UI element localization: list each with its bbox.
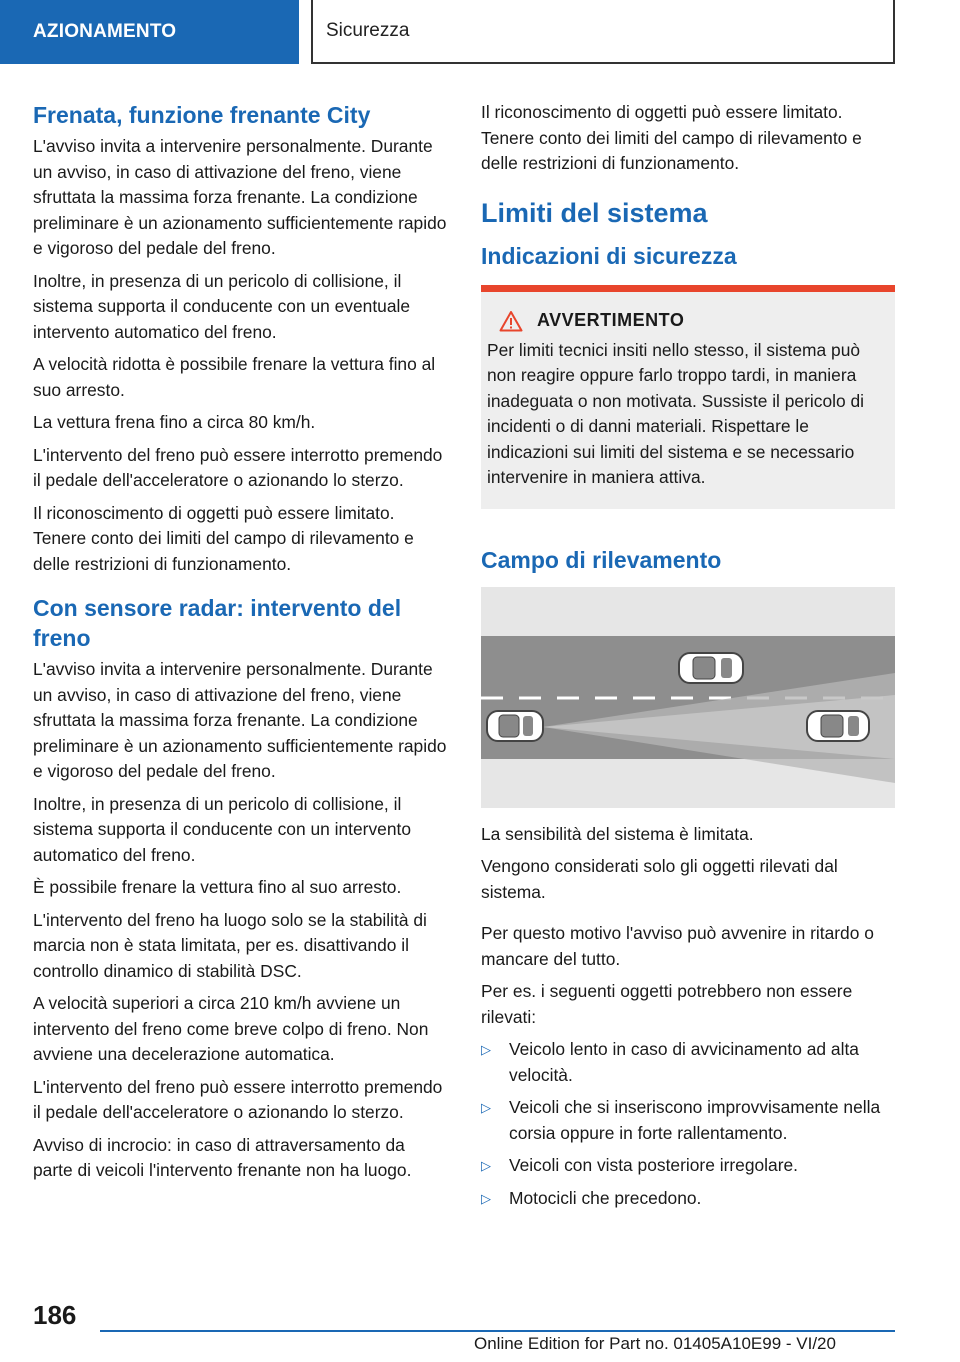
list-item: ▷ Veicoli che si inseriscono improvvisamente nella corsia oppure in forte rallentamento. xyxy=(481,1095,895,1146)
bullet-triangle-icon: ▷ xyxy=(481,1100,491,1115)
list-item: ▷ Veicolo lento in caso di avvicinamento ad alta velocità. xyxy=(481,1037,895,1088)
car-same-lane-icon xyxy=(807,711,869,741)
paragraph: Vengono considerati solo gli oggetti rilevati dal sistema. xyxy=(481,856,838,902)
warning-box xyxy=(481,285,895,509)
paragraph: A velocità ridotta è possibile frenare la vettura fino al suo arresto. xyxy=(33,354,436,400)
paragraph: Inoltre, in presenza di un pericolo di collisione, il sistema supporta il conducente con un eventuale intervento automatico del freno. xyxy=(33,270,411,342)
footer-rule xyxy=(100,1330,895,1332)
heading-city-braking: Frenata, funzione frenante City xyxy=(33,102,371,128)
paragraph: La vettura frena fino a circa 80 km/h. xyxy=(33,412,316,432)
ego-car-icon xyxy=(487,711,543,741)
detection-range-illustration xyxy=(481,587,895,808)
list-item: ▷ Veicoli con vista posteriore irregolare. xyxy=(481,1153,895,1179)
list-item: ▷ Motocicli che precedono. xyxy=(481,1186,895,1212)
bullet-triangle-icon: ▷ xyxy=(481,1042,491,1057)
paragraph: La sensibilità del sistema è limitata. xyxy=(481,823,754,844)
paragraph: Per es. i seguenti oggetti potrebbero non essere rilevati: xyxy=(481,981,853,1027)
paragraph: Per questo motivo l'avviso può avvenire in ritardo o mancare del tutto. xyxy=(481,923,874,969)
heading-system-limits: Limiti del sistema xyxy=(481,197,708,228)
paragraph: L'intervento del freno ha luogo solo se la stabilità di marcia non è stata limitata, per es. disattivando il controllo dinamico di stabilità DSC. xyxy=(33,909,427,981)
bullet-triangle-icon: ▷ xyxy=(481,1158,491,1173)
warning-title: AVVERTIMENTO xyxy=(537,310,685,330)
warning-triangle-icon xyxy=(499,310,523,332)
heading-radar-braking: Con sensore radar: intervento del freno xyxy=(33,595,402,651)
paragraph: È possibile frenare la vettura fino al suo arresto. xyxy=(33,877,402,897)
chapter-title: AZIONAMENTO xyxy=(33,21,177,42)
page-number: 186 xyxy=(33,1300,77,1330)
undetected-objects-list xyxy=(481,1037,895,1211)
paragraph: Inoltre, in presenza di un pericolo di collisione, il sistema supporta il conducente con un intervento automatico del freno. xyxy=(33,793,411,865)
car-ahead-icon xyxy=(679,653,743,683)
section-title: Sicurezza xyxy=(326,20,410,41)
bullet-triangle-icon: ▷ xyxy=(481,1190,491,1206)
paragraph: L'avviso invita a intervenire personalmente. Durante un avviso, in caso di attivazione del freno, viene sfruttata la massima forza frenante. La condizione preliminare è un azionamento sufficientemente rapido e vigoroso del pedale del freno. xyxy=(33,659,447,781)
paragraph: A velocità superiori a circa 210 km/h avviene un intervento del freno come breve colpo di freno. Non avviene una decelerazione automatica. xyxy=(33,993,429,1064)
heading-safety-notes: Indicazioni di sicurezza xyxy=(481,242,737,269)
paragraph: L'intervento del freno può essere interrotto premendo il pedale dell'acceleratore o azionando lo sterzo. xyxy=(33,1076,443,1122)
right-column xyxy=(481,100,895,1218)
chapter-tab xyxy=(0,0,299,64)
section-header xyxy=(311,0,895,64)
paragraph: Il riconoscimento di oggetti può essere limitato. Tenere conto dei limiti del campo di rilevamento e delle restrizioni di funzionamento. xyxy=(33,502,414,574)
paragraph: L'intervento del freno può essere interrotto premendo il pedale dell'acceleratore o azionando lo sterzo. xyxy=(33,444,443,490)
paragraph: Il riconoscimento di oggetti può essere limitato. Tenere conto dei limiti del campo di rilevamento e delle restrizioni di funzionamento. xyxy=(481,102,862,173)
warning-text: Per limiti tecnici insiti nello stesso, il sistema può non reagire oppure farlo troppo tardi, in maniera inadeguata o non motivata. Sussiste il pericolo di incidenti o di danni materiali. Rispettare le indicazioni sui limiti del sistema e se necessario intervenire in maniera attiva. xyxy=(487,339,865,487)
paragraph: Avviso di incrocio: in caso di attraversamento da parte di veicoli l'intervento frenante non ha luogo. xyxy=(33,1134,412,1180)
left-column xyxy=(33,100,449,1191)
paragraph: L'avviso invita a intervenire personalmente. Durante un avviso, in caso di attivazione del freno, viene sfruttata la massima forza frenante. La condizione preliminare è un azionamento sufficientemente rapido e vigoroso del pedale del freno. xyxy=(33,136,447,258)
heading-detection-range: Campo di rilevamento xyxy=(481,546,722,573)
footer-edition: Online Edition for Part no. 01405A10E99 - VI/20 xyxy=(474,1334,836,1353)
